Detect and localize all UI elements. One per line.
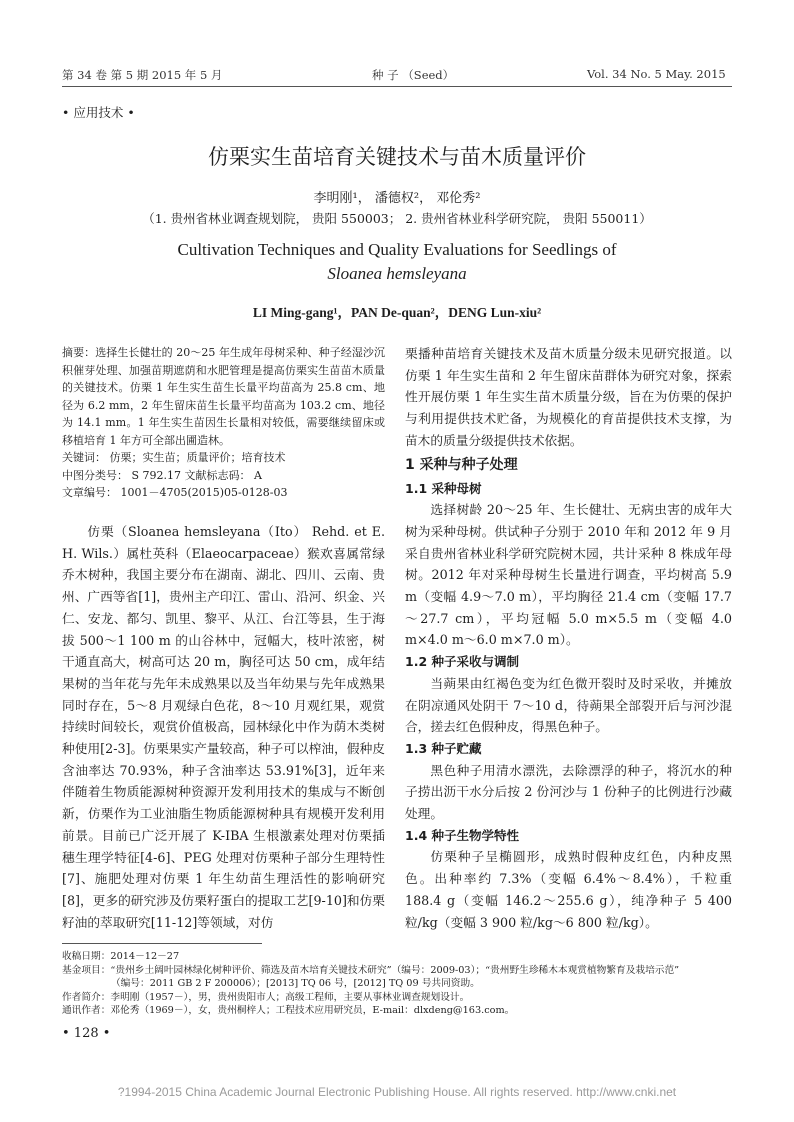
footnote-rule [62,943,262,944]
paragraph-1-1: 选择树龄 20～25 年、生长健壮、无病虫害的成年大树为采种母树。供试种子分别于 2010 年和 2012 年 9 月采自贵州省林业科学研究院树木园，共计采种 8 株成年母树。2012 年对采种母树生长量进行调查，平均树高 5.9 m（变幅 4.9～7.0 m），平均胸径 21.4 cm（变幅 17.7～27.7 cm），平均冠幅 5.0 m×5.5 m（变幅 4.0 m×4.0 m～6.0 m×7.0 m）。 [405,502,732,648]
footnotes [62,950,732,1018]
corresponding-author: 通讯作者：邓伦秀（1969－），女，贵州桐梓人；工程技术应用研究员，E-mail：dlxdeng@163.com。 [62,1005,515,1017]
column-label: • 应用技术 • [62,105,135,120]
abstract-text: 摘要：选择生长健壮的 20～25 年生成年母树采种、种子经湿沙沉积催芽处理、加强苗期遮荫和水肥管理是提高仿栗实生苗苗木质量的关键技术。仿栗 1 年生实生苗生长量平均苗高为 25.8 cm、地径为 6.2 mm，2 年生留床苗生长量平均苗高为 103.2 cm、地径为 14.1 mm。1 年生实生苗因生长量相对较低，需要继续留床或移植培育 1 年方可全部出圃造林。 [62,346,385,447]
page-number: • 128 • [62,1026,111,1041]
abstract-block [62,344,385,502]
subsection-1-3: 1.3 种子贮藏 [405,740,482,756]
intro-paragraph: 仿栗（Sloanea hemsleyana（Ito） Rehd. et E. H. Wils.）属杜英科（Elaeocarpaceae）猴欢喜属常绿乔木树种，我国主要分布在湖南、湖北、四川、云南、贵州、广西等省[1]，贵州主产印江、雷山、沿河、织金、兴仁、安龙、都匀、凯里、黎平、从江、台江等县，生于海拔 500～1 100 m 的山谷林中，冠幅大，枝叶浓密，树干通直高大，树高可达 20 m，胸径可达 50 cm，成年结果树的当年花与先年未成熟果以及当年幼果与先年成熟果同时存在，5～8 月观绿白色花，8～10 月观红果，观赏持续时间较长，观赏价值极高，园林绿化中作为荫木类树种使用[2-3]。仿栗果实产量较高，种子可以榨油，假种皮含油率达 70.93%，种子含油率达 53.91%[3]，近年来伴随着生物质能源树种资源开发利用技术的集成与不断创新，仿栗作为工业油脂生物质能源树种具有规模开发利用前景。目前已广泛开展了 K-IBA 生根激素处理对仿栗插穗生理学特征[4-6]、PEG 处理对仿栗种子部分生理特性[7]、施肥处理对仿栗 1 年生幼苗生理活性的影响研究[8]，更多的研究涉及仿栗籽蛋白的提取工艺[9-10]和仿栗籽油的萃取研究[11-12]等领域，对仿 [62,524,385,930]
subsection-1-4: 1.4 种子生物学特性 [405,827,519,843]
keywords: 关键词： 仿栗；实生苗；质量评价；培育技术 [62,451,286,464]
article-number: 文章编号： 1001－4705(2015)05-0128-03 [62,486,288,499]
title-en-line2: Sloanea hemsleyana [327,264,467,283]
fund-line-2: （编号：2011 GB 2 F 200006）；[2013] TQ 06 号，[2012] TQ 09 号共同资助。 [111,978,480,990]
affiliations-cn: （1. 贵州省林业调查规划院， 贵阳 550003； 2. 贵州省林业科学研究院， 贵阳 550011） [142,211,652,226]
author-bio: 作者简介：李明刚（1957－），男，贵州贵阳市人；高级工程师，主要从事林业调查规划设计。 [62,991,470,1003]
received-date: 收稿日期：2014－12－27 [62,951,180,962]
clc-number: 中图分类号： S 792.17 文献标志码： A [62,468,262,482]
authors-en: LI Ming-gang¹，PAN De-quan²，DENG Lun-xiu² [252,305,542,320]
authors-cn: 李明刚¹， 潘德权²， 邓伦秀² [313,191,481,206]
right-column [405,343,732,933]
paragraph-1-4: 仿栗种子呈椭圆形，成熟时假种皮红色，内种皮黑色。出种率约 7.3%（变幅 6.4%～8.4%），千粒重 188.4 g（变幅 146.2～255.6 g），纯净种子 5 400 粒/kg（变幅 3 900 粒/kg～6 800 粒/kg）。 [405,849,732,930]
left-body [62,521,385,933]
title-cn: 仿栗实生苗培育关键技术与苗木质量评价 [208,145,586,169]
section-heading-1: 1 采种与种子处理 [405,456,518,473]
fund-line-1: 基金项目：“贵州乡土阔叶园林绿化树种评价、筛选及苗木培育关键技术研究”（编号：2009-03）；“贵州野生珍稀木本观赏植物繁育及栽培示范” [62,964,680,976]
title-en-line1: Cultivation Techniques and Quality Evaluations for Seedlings of [177,240,617,259]
running-header-journal: 种 子 （Seed） [372,68,455,82]
copyright-watermark: ?1994-2015 China Academic Journal Electronic Publishing House. All rights reserved. http://www.cnki.net [117,1085,677,1099]
subsection-1-2: 1.2 种子采收与调制 [405,654,519,670]
header-rule [62,86,732,87]
running-header-left: 第 34 卷 第 5 期 2015 年 5 月 [62,68,223,82]
paragraph-1-3: 黑色种子用清水漂洗，去除漂浮的种子，将沉水的种子捞出沥干水分后按 2 份河沙与 1 份种子的比例进行沙藏处理。 [405,762,732,822]
intro-continued: 栗播种苗培育关键技术及苗木质量分级未见研究报道。以仿栗 1 年生实生苗和 2 年生留床苗群体为研究对象，探索性开展仿栗 1 年生实生苗木质量分级，旨在为仿栗的保护与利用提供技术贮备，为规模化的育苗提供技术支撑，为苗木的质量分级提供技术依据。 [405,346,732,448]
running-header-right: Vol. 34 No. 5 May. 2015 [587,67,726,81]
paragraph-1-2: 当蒴果由红褐色变为红色微开裂时及时采收，并摊放在阴凉通风处阴干 7～10 d，待蒴果全部裂开后与河沙混合，搓去红色假种皮，得黑色种子。 [405,675,732,735]
subsection-1-1: 1.1 采种母树 [405,480,482,496]
